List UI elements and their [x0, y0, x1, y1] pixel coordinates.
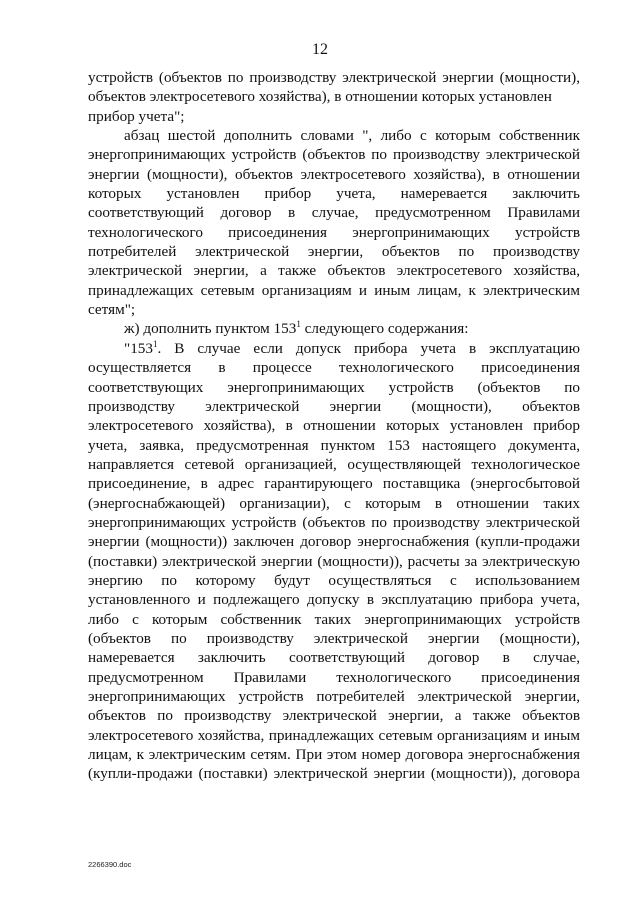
text-line [88, 629, 580, 648]
text-line-content: энергопринимающих устройств (объектов по производству электрической [88, 146, 580, 164]
text-line-content: предусмотренном Правилами технологического присоединения [88, 668, 580, 686]
text-line-content: либо с которым собственник таких энергопринимающих устройств [88, 610, 580, 628]
text-line [88, 416, 580, 435]
text-line-content: "153 [124, 339, 153, 357]
text-line-content: объектов по производству электрической энергии, а также объектов [88, 707, 580, 725]
text-line-continuation: . В случае если допуск прибора учета в эксплуатацию [157, 339, 580, 357]
text-line-content: соответствующих энергопринимающих устройств (объектов по [88, 378, 580, 396]
text-line [88, 68, 580, 87]
text-line-content: технологического присоединения энергопринимающих устройств [88, 223, 580, 241]
text-line [88, 532, 580, 551]
text-line [88, 223, 580, 242]
text-line-content: прибор учета"; [88, 107, 185, 125]
text-line [88, 339, 580, 358]
superscript: 1 [152, 338, 158, 349]
text-line-content: энергопринимающих устройств (объектов по производству электрической [88, 513, 580, 531]
text-line-content: потребителей электрической энергии, объектов по производству [88, 243, 580, 261]
text-line-content: сетям"; [88, 301, 136, 319]
text-line-content: энергию по которому будут осуществляться с использованием [88, 571, 580, 589]
body-text [88, 68, 580, 784]
text-line-content: ж) дополнить пунктом 153 [124, 320, 297, 338]
text-line [88, 107, 580, 126]
text-line-continuation: следующего содержания: [300, 320, 469, 338]
text-line [88, 552, 580, 571]
text-line [88, 474, 580, 493]
text-line-content: принадлежащих сетевым организациям и иным лицам, к электрическим [88, 281, 580, 299]
text-line [88, 745, 580, 764]
text-line [88, 242, 580, 261]
text-line [88, 203, 580, 222]
text-line-content: абзац шестой дополнить словами ", либо с которым собственник [124, 127, 580, 145]
text-line [88, 494, 580, 513]
text-line-content: энергии (мощности)) заключен договор энергоснабжения (купли-продажи [88, 533, 580, 551]
text-line-content: которых установлен прибор учета, намеревается заключить [88, 185, 580, 203]
text-line [88, 300, 580, 319]
text-line-content: электросетевого хозяйства), в отношении которых установлен прибор [88, 417, 580, 435]
text-line [88, 358, 580, 377]
text-line-content: лицам, к электрическим сетям. При этом номер договора энергоснабжения [88, 746, 580, 764]
text-line-content: (поставки) электрической энергии (мощности)), расчеты за электрическую [88, 552, 580, 570]
text-line [88, 513, 580, 532]
text-line-content: (объектов по производству электрической энергии (мощности), [88, 629, 580, 647]
superscript: 1 [296, 319, 301, 330]
text-line-content: присоединение, в адрес гарантирующего поставщика (энергосбытовой [88, 475, 580, 493]
text-line-content: энергопринимающих устройств потребителей электрической энергии, [88, 688, 580, 705]
text-line [88, 436, 580, 455]
text-line [88, 706, 580, 725]
text-line-content: энергии (мощности), объектов электросетевого хозяйства), в отношении [88, 165, 580, 183]
text-line [88, 397, 580, 416]
text-line [88, 610, 580, 629]
page-number: 12 [312, 41, 328, 58]
text-line [88, 668, 580, 687]
text-line [88, 648, 580, 667]
text-line [88, 726, 580, 745]
text-line [88, 571, 580, 590]
text-line-content: производству электрической энергии (мощности), объектов [88, 397, 580, 415]
text-line-content: (купли-продажи (поставки) электрической энергии (мощности)), договора [88, 765, 580, 783]
text-line [88, 378, 580, 397]
text-line-content: электросетевого хозяйства, принадлежащих сетевым организациям и иным [88, 726, 580, 744]
text-line [88, 687, 580, 706]
text-line [88, 145, 580, 164]
document-code: 2266390.doc [88, 860, 132, 869]
text-line [88, 126, 580, 145]
text-line-content: учета, заявка, предусмотренная пунктом 153 настоящего документа, [88, 436, 580, 454]
text-line [88, 764, 580, 783]
text-line-content: соответствующий договор в случае, предусмотренном Правилами [88, 204, 580, 222]
text-line [88, 261, 580, 280]
text-line [88, 455, 580, 474]
text-line [88, 184, 580, 203]
text-line [88, 87, 580, 106]
text-line [88, 319, 580, 338]
text-line-content: электрической энергии, а также объектов электросетевого хозяйства, [88, 262, 580, 280]
text-line-content: устройств (объектов по производству электрической энергии (мощности), [88, 69, 580, 86]
text-line-content: намеревается заключить соответствующий договор в случае, [88, 649, 580, 667]
text-line [88, 165, 580, 184]
text-line-content: направляется сетевой организацией, осуществляющей технологическое [88, 455, 580, 473]
text-line [88, 281, 580, 300]
text-line-content: объектов электросетевого хозяйства), в отношении которых установлен [88, 88, 552, 106]
text-line-content: осуществляется в процессе технологического присоединения [88, 359, 580, 377]
text-line-content: установленного и подлежащего допуску в эксплуатацию прибора учета, [88, 591, 580, 609]
text-line-content: (энергоснабжающей) организации), с которым в отношении таких [88, 494, 580, 512]
text-line [88, 590, 580, 609]
